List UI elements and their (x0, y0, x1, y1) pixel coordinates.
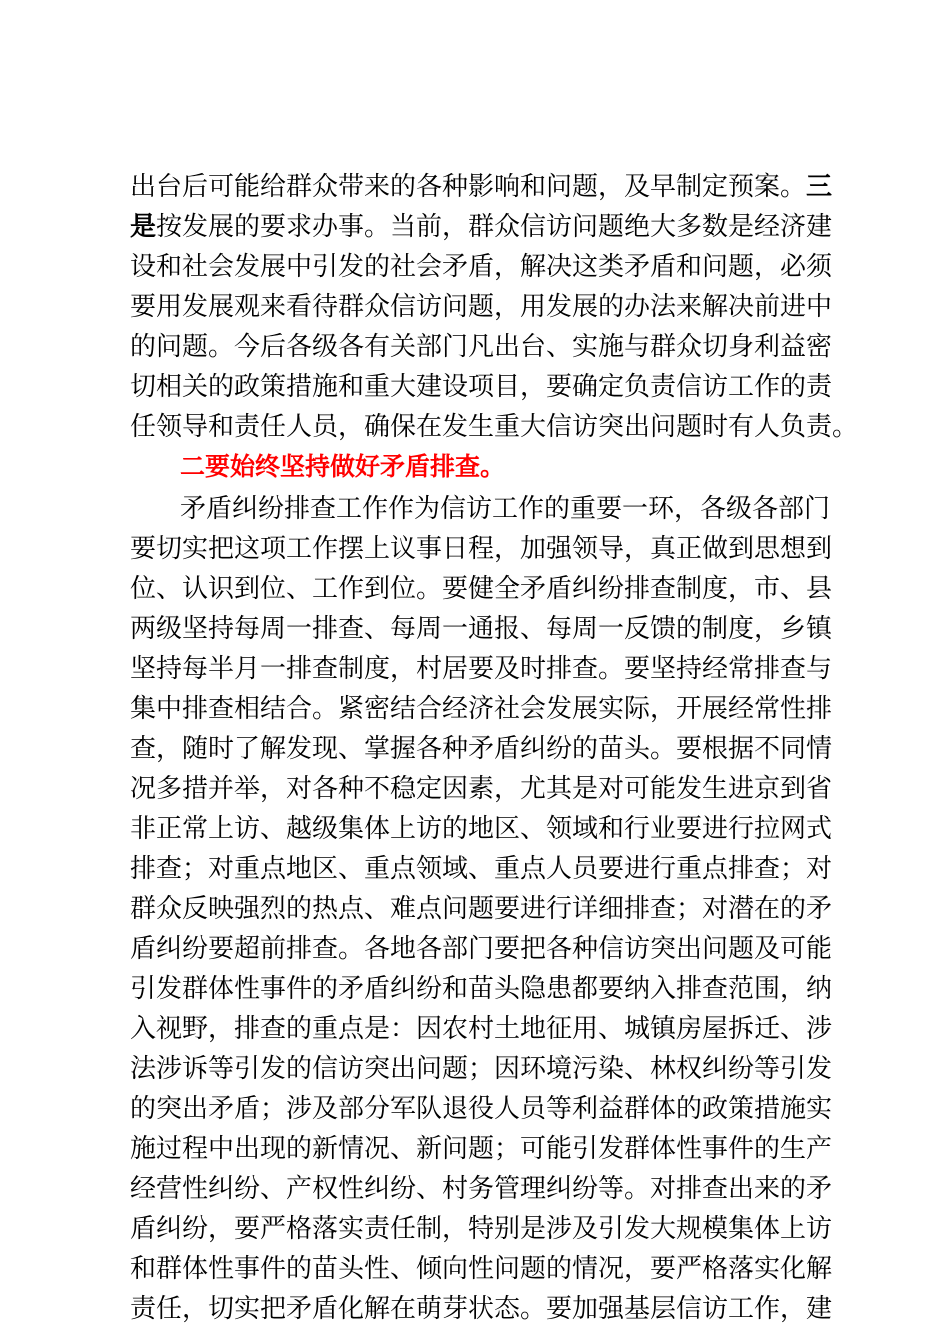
paragraph-line: 责任，切实把矛盾化解在萌芽状态。要加强基层信访工作，建 (130, 1294, 833, 1324)
paragraph-line: 非正常上访、越级集体上访的地区、领域和行业要进行拉网式 (130, 814, 833, 844)
paragraph-line: 况多措并举，对各种不稳定因素，尤其是对可能发生进京到省 (130, 774, 833, 804)
paragraph-line: 法涉诉等引发的信访突出问题；因环境污染、林权纠纷等引发 (130, 1054, 833, 1084)
paragraph-line: 设和社会发展中引发的社会矛盾，解决这类矛盾和问题，必须 (130, 252, 833, 282)
line-text: 出台后可能给群众带来的各种影响和问题，及早制定预案。 (130, 172, 807, 202)
paragraph-line: 和群体性事件的苗头性、倾向性问题的情况，要严格落实化解 (130, 1254, 833, 1284)
paragraph-line: 的突出矛盾；涉及部分军队退役人员等利益群体的政策措施实 (130, 1094, 833, 1124)
line-text: 按发展的要求办事。当前，群众信访问题绝大多数是经济建 (156, 212, 833, 242)
paragraph-line (130, 207, 833, 247)
section-heading: 二要始终坚持做好矛盾排查。 (180, 452, 506, 481)
paragraph-line: 集中排查相结合。紧密结合经济社会发展实际，开展经常性排 (130, 694, 833, 724)
paragraph-line: 任领导和责任人员，确保在发生重大信访突出问题时有人负责。 (130, 412, 859, 442)
paragraph-first-line: 矛盾纠纷排查工作作为信访工作的重要一环，各级各部门 (180, 494, 831, 524)
paragraph-line (130, 167, 833, 207)
bold-marker: 是 (130, 212, 157, 242)
paragraph-line: 排查；对重点地区、重点领域、重点人员要进行重点排查；对 (130, 854, 833, 884)
bold-marker: 三 (806, 172, 833, 202)
paragraph-line: 群众反映强烈的热点、难点问题要进行详细排查；对潜在的矛 (130, 894, 833, 924)
paragraph-line: 的问题。今后各级各有关部门凡出台、实施与群众切身利益密 (130, 332, 833, 362)
paragraph-line: 切相关的政策措施和重大建设项目，要确定负责信访工作的责 (130, 372, 833, 402)
paragraph-line: 两级坚持每周一排查、每周一通报、每周一反馈的制度，乡镇 (130, 614, 833, 644)
paragraph-line: 盾纠纷要超前排查。各地各部门要把各种信访突出问题及可能 (130, 934, 833, 964)
paragraph-line: 入视野，排查的重点是：因农村土地征用、城镇房屋拆迁、涉 (130, 1014, 833, 1044)
paragraph-line: 经营性纠纷、产权性纠纷、村务管理纠纷等。对排查出来的矛 (130, 1174, 833, 1204)
paragraph-line: 引发群体性事件的矛盾纠纷和苗头隐患都要纳入排查范围，纳 (130, 974, 833, 1004)
paragraph-line: 施过程中出现的新情况、新问题；可能引发群体性事件的生产 (130, 1134, 833, 1164)
paragraph-line: 盾纠纷，要严格落实责任制，特别是涉及引发大规模集体上访 (130, 1214, 833, 1244)
paragraph-line: 位、认识到位、工作到位。要健全矛盾纠纷排查制度，市、县 (130, 574, 833, 604)
paragraph-line: 查，随时了解发现、掌握各种矛盾纠纷的苗头。要根据不同情 (130, 734, 833, 764)
paragraph-line: 要用发展观来看待群众信访问题，用发展的办法来解决前进中 (130, 292, 833, 322)
paragraph-line: 坚持每半月一排查制度，村居要及时排查。要坚持经常排查与 (130, 654, 833, 684)
paragraph-line: 要切实把这项工作摆上议事日程，加强领导，真正做到思想到 (130, 534, 833, 564)
